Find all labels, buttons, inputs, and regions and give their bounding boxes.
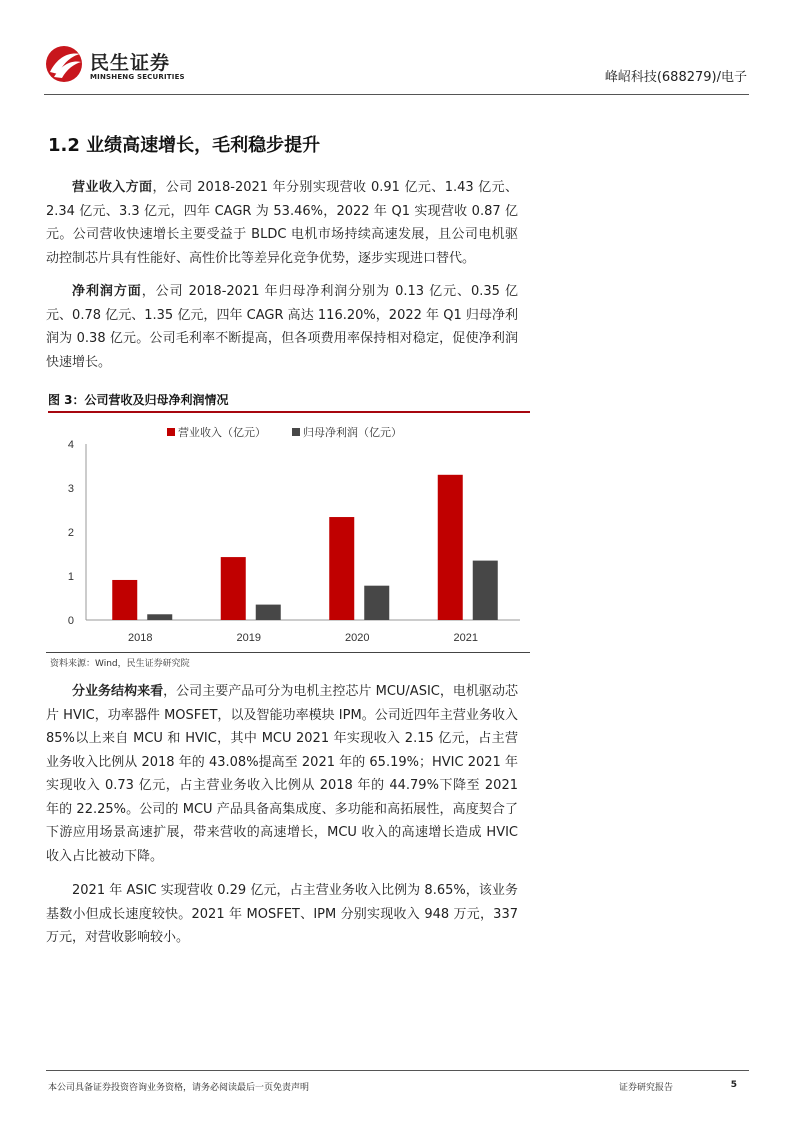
y-tick-label: 4 xyxy=(67,439,74,451)
bar-revenue-2019 xyxy=(221,557,246,620)
bar-net-profit-2020 xyxy=(364,586,389,620)
footer-disclaimer: 本公司具备证券投资咨询业务资格，请务必阅读最后一页免责声明 xyxy=(48,1083,310,1093)
bar-net-profit-2018 xyxy=(147,614,172,620)
bar-net-profit-2019 xyxy=(256,605,281,620)
logo-text-cn: 民生证券 xyxy=(90,52,171,74)
paragraph-text: ，公司 2018-2021 年归母净利润分别为 0.13 亿元、0.35 亿元、0.78 亿元、1.35 亿元，四年 CAGR 高达 116.20%，2022 年 Q1 归母净利润为 0.38 亿元。公司毛利率不断提高，但各项费用率保持相对稳定，促使净利润快速增长。 xyxy=(46,284,518,370)
legend-swatch xyxy=(292,428,300,436)
legend-label: 归母净利润（亿元） xyxy=(303,426,402,439)
paragraph-asic xyxy=(46,879,518,950)
legend-swatch xyxy=(167,428,175,436)
page-footer xyxy=(46,1070,749,1093)
bar-revenue-2018 xyxy=(112,580,137,620)
section-title: 1.2 业绩高速增长，毛利稳步提升 xyxy=(48,135,321,156)
paragraph-text: 2021 年 ASIC 实现营收 0.29 亿元，占主营业务收入比例为 8.65%，该业务基数小但成长速度较快。2021 年 MOSFET、IPM 分别实现收入 948 万元，337 万元，对营收影响较小。 xyxy=(46,883,518,945)
y-tick-label: 0 xyxy=(67,615,74,627)
paragraph-text: ，公司 2018-2021 年分别实现营收 0.91 亿元、1.43 亿元、2.34 亿元、3.3 亿元，四年 CAGR 为 53.46%，2022 年 Q1 实现营收 0.87 亿元。公司营收快速增长主要受益于 BLDC 电机市场持续高速发展，且公司电机驱动控制芯片具有性能好、高性价比等差异化竞争优势，逐步实现进口替代。 xyxy=(46,180,518,266)
bar-revenue-2020 xyxy=(329,517,354,620)
x-tick-label: 2018 xyxy=(128,632,153,644)
paragraph-lead: 净利润方面 xyxy=(72,284,142,299)
x-tick-label: 2020 xyxy=(345,632,370,644)
bar-net-profit-2021 xyxy=(473,561,498,620)
y-tick-label: 1 xyxy=(67,571,74,583)
logo-text-en: MINSHENG SECURITIES xyxy=(90,73,185,81)
page-number: 5 xyxy=(730,1080,737,1090)
stock-label: 峰岹科技(688279)/电子 xyxy=(604,70,747,85)
figure-title: 图 3：公司营收及归母净利润情况 xyxy=(48,391,530,413)
x-tick-label: 2019 xyxy=(236,632,261,644)
paragraph-lead: 营业收入方面 xyxy=(72,180,153,195)
bar-revenue-2021 xyxy=(438,475,463,620)
paragraph-text: ，公司主要产品可分为电机主控芯片 MCU/ASIC，电机驱动芯片 HVIC，功率器件 MOSFET，以及智能功率模块 IPM。公司近四年主营业务收入 85%以上来自 MCU 和 HVIC，其中 MCU 2021 年实现收入 2.15 亿元，占主营业务收入比例从 2018 年的 43.08%提高至 2021 年的 65.19%；HVIC 2021 年实现收入 0.73 亿元，占主营业务收入比例从 2018 年的 44.79%下降至 2021 年的 22.25%。公司的 MCU 产品具备高集成度、多功能和高拓展性，高度契合了下游应用场景高速扩展，带来营收的高速增长，MCU 收入的高速增长造成 HVIC 收入占比被动下降。 xyxy=(46,684,518,864)
y-tick-label: 3 xyxy=(67,483,74,495)
figure-bottom-rule xyxy=(46,652,530,653)
x-tick-label: 2021 xyxy=(453,632,478,644)
revenue-profit-chart xyxy=(46,418,530,654)
paragraph-business-structure xyxy=(46,680,518,868)
legend-label: 营业收入（亿元） xyxy=(178,426,266,439)
page-header xyxy=(44,42,749,95)
y-tick-label: 2 xyxy=(67,527,74,539)
paragraph-revenue xyxy=(46,176,518,270)
footer-report-type: 证券研究报告 xyxy=(619,1083,674,1093)
figure-source: 资料来源：Wind，民生证券研究院 xyxy=(50,659,190,669)
paragraph-net-profit xyxy=(46,280,518,374)
paragraph-lead: 分业务结构来看 xyxy=(72,684,164,699)
